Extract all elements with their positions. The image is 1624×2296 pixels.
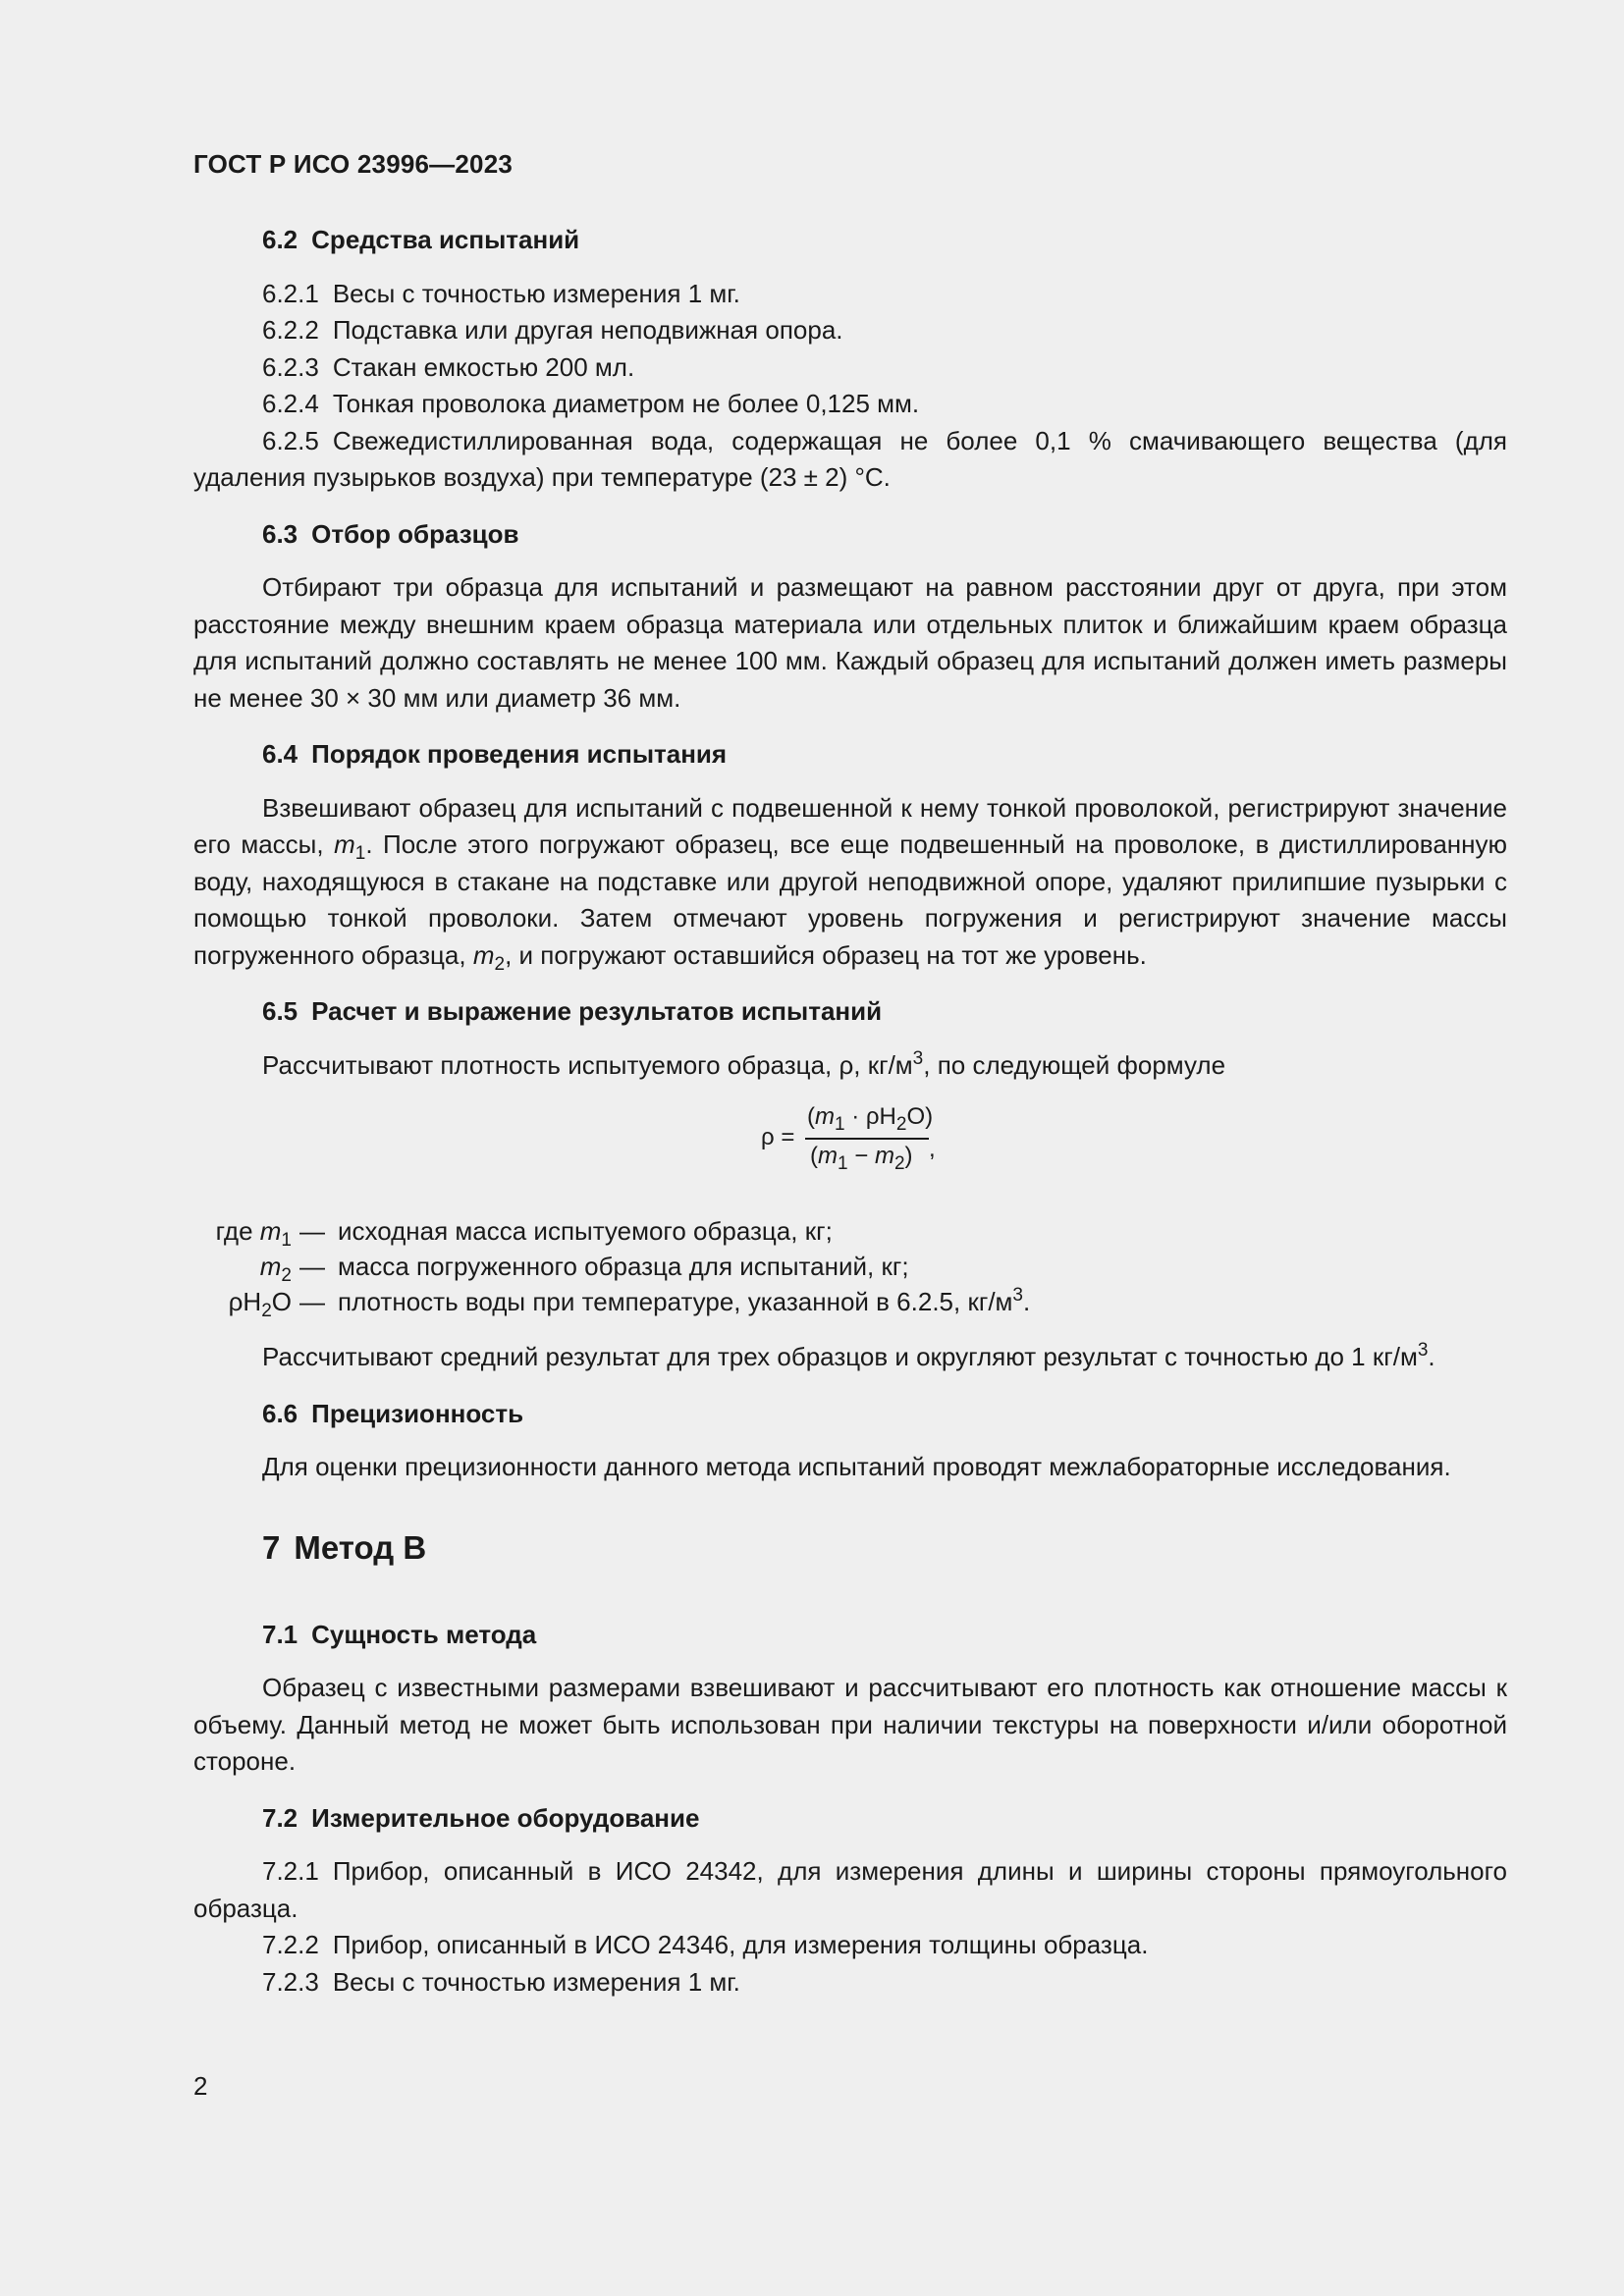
subscript: 2	[494, 953, 506, 975]
heading-title: Сущность метода	[311, 1619, 537, 1649]
item-text: Прибор, описанный в ИСО 24346, для измерения толщины образца.	[332, 1930, 1149, 1959]
item-text: Прибор, описанный в ИСО 24342, для измерения длины и ширины стороны прямоугольного образца.	[193, 1856, 1507, 1923]
item-6-2-4	[193, 386, 1507, 423]
superscript: 3	[1417, 1340, 1429, 1361]
paren: (	[807, 1103, 815, 1130]
item-number: 6.2.4	[262, 389, 319, 418]
symbol-m: m	[259, 1216, 282, 1246]
item-text: Стакан емкостью 200 мл.	[332, 351, 635, 382]
document-body	[193, 222, 1507, 2001]
em-dash: —	[299, 1252, 325, 1281]
item-6-2-5	[193, 423, 1507, 497]
heading-6-4	[193, 736, 1507, 774]
paren: (	[810, 1143, 818, 1169]
item-7-2-2	[193, 1927, 1507, 1964]
where-prefix: ρH	[228, 1287, 262, 1316]
paragraph-7-1: Образец с известными размерами взвешивают и рассчитывают его плотность как отношение массы к объему. Данный метод не может быть использован при наличии текстуры на поверхности и/или оборотной стороне.	[193, 1673, 1507, 1776]
result-rounding-note	[193, 1339, 1507, 1376]
where-symbol	[216, 1213, 292, 1249]
formula-denominator	[810, 1143, 913, 1174]
item-text: Тонкая проволока диаметром не более 0,125 мм.	[332, 389, 920, 418]
text-segment: . После этого погружают образец, все еще подвешенный на проволоке, в дистиллированную воду, находящуюся в стакане на подставке или другой неподвижной опоре, удаляют прилипшие пузырьки с помощью тонкой проволоки. Затем отмечают уровень погружения и регистрируют значение массы погруженного образца,	[193, 829, 1507, 970]
heading-title: Расчет и выражение результатов испытаний	[311, 996, 883, 1026]
heading-number: 6.4	[262, 739, 298, 769]
text-segment: Рассчитывают средний результат для трех образцов и округляют результат с точностью до 1 кг/м	[262, 1342, 1418, 1371]
where-definition	[338, 1284, 1030, 1319]
density-formula	[193, 1103, 1507, 1177]
item-6-2-3	[193, 349, 1507, 387]
where-row-rho-water	[193, 1284, 1507, 1319]
fraction-bar	[805, 1138, 929, 1140]
heading-title: Измерительное оборудование	[311, 1802, 700, 1833]
text-segment: .	[1023, 1287, 1031, 1316]
subscript: 1	[838, 1153, 848, 1174]
symbol-m: m	[334, 829, 355, 859]
symbol-m: m	[818, 1143, 838, 1169]
item-text: Свежедистиллированная вода, содержащая не более 0,1 % смачивающего вещества (для удаления пузырьков воздуха) при температуре (23 ± 2) °С.	[193, 425, 1507, 492]
where-symbol	[229, 1284, 292, 1319]
text-segment: , по следующей формуле	[923, 1049, 1226, 1080]
text-segment: .	[1428, 1342, 1435, 1371]
page-number: 2	[193, 2071, 208, 2101]
subscript: 1	[835, 1114, 845, 1135]
text-segment: Рассчитывают плотность испытуемого образца, ρ, кг/м	[262, 1049, 913, 1080]
subscript: 1	[354, 843, 366, 864]
text-segment: Взвешивают образец для испытаний с подвешенной к нему тонкой проволокой, регистрируют значение его массы,	[193, 792, 1507, 859]
text-segment: O)	[906, 1103, 934, 1130]
minus-sign: −	[847, 1143, 875, 1169]
subscript: 2	[893, 1153, 905, 1174]
formula-numerator	[807, 1103, 934, 1135]
paren: )	[904, 1143, 913, 1169]
item-6-2-1	[193, 276, 1507, 313]
heading-title: Прецизионность	[311, 1398, 524, 1428]
where-suffix: O	[271, 1287, 292, 1316]
item-number: 7.2.3	[262, 1966, 319, 1997]
subscript: 2	[895, 1114, 907, 1135]
item-text: Подставка или другая неподвижная опора.	[332, 315, 843, 345]
item-7-2-3	[193, 1964, 1507, 2002]
heading-number: 6.5	[262, 996, 298, 1026]
where-definition: масса погруженного образца для испытаний, кг;	[338, 1252, 909, 1281]
where-definition: исходная масса испытуемого образца, кг;	[338, 1216, 833, 1246]
item-number: 6.2.1	[262, 278, 319, 308]
symbol-m: m	[815, 1103, 835, 1130]
formula-lhs: ρ =	[761, 1124, 795, 1150]
heading-7-2	[193, 1800, 1507, 1838]
item-number: 6.2.2	[262, 315, 319, 345]
paragraph-6-3: Отбирают три образца для испытаний и размещают на равном расстоянии друг от друга, при этом расстояние между внешним краем образца материала или отдельных плиток и ближайшим краем образца для испытаний должно составлять не менее 100 мм. Каждый образец для испытаний должен иметь размеры не менее 30 × 30 мм или диаметр 36 мм.	[193, 572, 1507, 713]
item-number: 7.2.1	[262, 1856, 319, 1886]
document-page	[193, 0, 1507, 2296]
heading-title: Средства испытаний	[311, 225, 580, 254]
formula-intro	[193, 1047, 1507, 1085]
heading-number: 6.6	[262, 1398, 298, 1428]
heading-7	[193, 1526, 1507, 1570]
symbol-m: m	[874, 1143, 894, 1169]
where-list	[193, 1213, 1507, 1319]
heading-6-2	[193, 222, 1507, 259]
item-number: 7.2.2	[262, 1930, 319, 1959]
heading-number: 7	[262, 1528, 281, 1566]
heading-title: Метод В	[294, 1528, 427, 1566]
heading-title: Порядок проведения испытания	[311, 739, 728, 769]
text-segment: , и погружают оставшийся образец на тот же уровень.	[505, 939, 1147, 970]
paragraph-6-4	[193, 790, 1507, 975]
heading-title: Отбор образцов	[311, 518, 519, 549]
item-7-2-1	[193, 1853, 1507, 1927]
item-number: 6.2.3	[262, 351, 319, 382]
where-row-m1	[193, 1213, 1507, 1249]
where-row-m2	[193, 1249, 1507, 1284]
heading-number: 6.2	[262, 225, 298, 254]
text-segment: · ρH	[844, 1103, 896, 1130]
em-dash: —	[299, 1216, 325, 1246]
heading-number: 7.1	[262, 1619, 298, 1649]
item-text: Весы с точностью измерения 1 мг.	[332, 1966, 740, 1997]
formula-comma: ,	[929, 1136, 936, 1162]
where-symbol	[260, 1249, 292, 1284]
heading-6-3	[193, 516, 1507, 554]
spacer	[193, 1319, 1507, 1339]
heading-6-5	[193, 993, 1507, 1031]
em-dash: —	[299, 1287, 325, 1316]
subscript: 2	[261, 1301, 272, 1321]
paragraph-6-6: Для оценки прецизионности данного метода испытаний проводят межлабораторные исследования.	[262, 1452, 1451, 1481]
where-prefix: где	[215, 1216, 260, 1246]
symbol-m: m	[472, 939, 495, 970]
heading-7-1	[193, 1617, 1507, 1654]
heading-number: 7.2	[262, 1802, 298, 1833]
heading-number: 6.3	[262, 518, 298, 549]
doc-code-header: ГОСТ Р ИСО 23996—2023	[193, 149, 514, 179]
symbol-m: m	[259, 1252, 282, 1281]
text-segment: плотность воды при температуре, указанной в 6.2.5, кг/м	[338, 1287, 1013, 1316]
superscript: 3	[912, 1047, 924, 1069]
item-number: 6.2.5	[262, 425, 319, 455]
subscript: 2	[281, 1265, 292, 1286]
subscript: 1	[281, 1230, 292, 1251]
superscript: 3	[1012, 1285, 1023, 1306]
heading-6-6	[193, 1396, 1507, 1433]
item-6-2-2	[193, 312, 1507, 349]
item-text: Весы с точностью измерения 1 мг.	[332, 278, 740, 308]
